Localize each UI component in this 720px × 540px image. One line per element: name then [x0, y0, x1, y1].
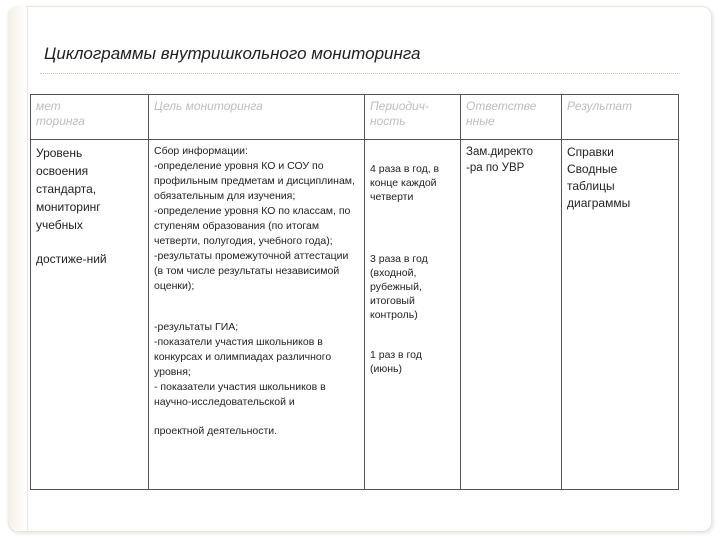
- period-item: 4 раза в год, в конце каждой четверти: [370, 163, 440, 203]
- monitoring-table: [30, 94, 679, 490]
- result-item: таблицы: [567, 179, 615, 193]
- header-purpose: Цель мониторинга: [149, 95, 365, 140]
- area-line: Уровень: [36, 146, 83, 160]
- purpose-item: -определение уровня КО по классам, по ступеням образования (по итогам четверти, полугодия, учебного года);: [154, 205, 351, 247]
- area-line: учебных: [36, 218, 83, 232]
- result-item: Справки: [567, 145, 614, 159]
- result-item: диаграммы: [567, 196, 631, 210]
- area-line: достиже-ний: [36, 252, 107, 266]
- purpose-item: - показатели участия школьников в научно-исследовательской и: [154, 381, 326, 408]
- responsible-text: Зам.директо -ра по УВР: [466, 146, 534, 174]
- purpose-item: -результаты ГИА;: [154, 321, 239, 333]
- period-item: 3 раза в год (входной, рубежный, итоговый контроль): [370, 253, 428, 321]
- purpose-item: проектной деятельности.: [154, 425, 278, 437]
- cell-monitoring-area: [31, 140, 149, 490]
- purpose-item: -определение уровня КО и СОУ по профильным предметам и дисциплинам, обязательным для изучения;: [154, 160, 355, 202]
- period-item: 1 раз в год (июнь): [370, 349, 422, 375]
- cell-purpose: [149, 140, 365, 490]
- header-result: Результат: [562, 95, 679, 140]
- cell-periodicity: [365, 140, 461, 490]
- header-responsible: Ответстве нные: [461, 95, 562, 140]
- cell-responsible: [461, 140, 562, 490]
- purpose-item: Сбор информации:: [154, 145, 248, 157]
- result-item: Сводные: [567, 162, 618, 176]
- area-line: мониторинг: [36, 200, 101, 214]
- title-divider: [40, 73, 680, 74]
- header-object: мет торинга: [31, 95, 149, 140]
- cell-result: [562, 140, 679, 490]
- purpose-item: -показатели участия школьников в конкурсах и олимпиадах различного уровня;: [154, 336, 332, 378]
- slide-left-accent: [8, 6, 26, 530]
- area-line: стандарта,: [36, 182, 97, 196]
- purpose-item: -результаты промежуточной аттестации (в том числе результаты независимой оценки);: [154, 250, 349, 292]
- page-title: Циклограммы внутришкольного мониторинга: [44, 44, 421, 63]
- table-header-row: [31, 95, 679, 140]
- table-row: [31, 140, 679, 490]
- area-line: освоения: [36, 164, 89, 178]
- header-periodicity: Периодич- ность: [365, 95, 461, 140]
- slide-left-line: [27, 6, 28, 530]
